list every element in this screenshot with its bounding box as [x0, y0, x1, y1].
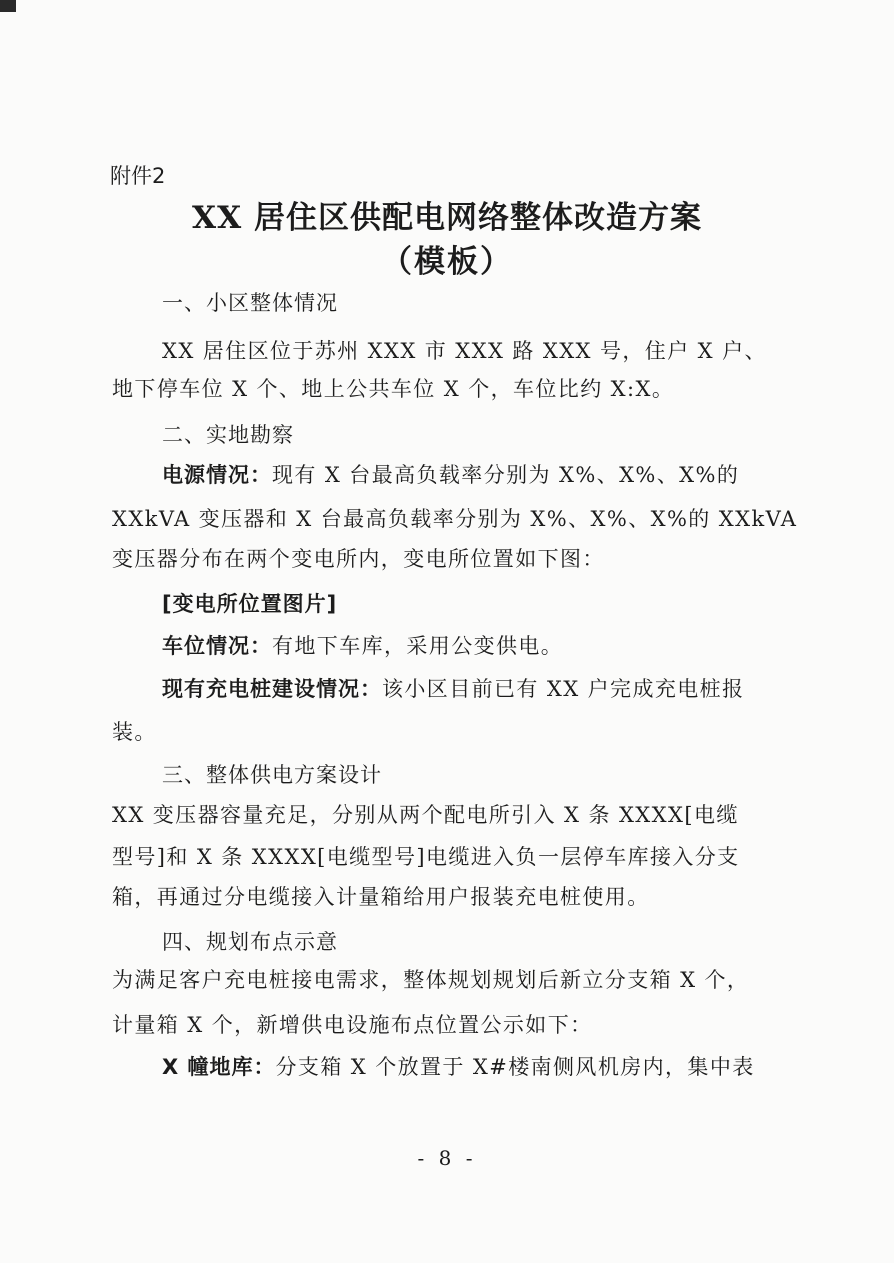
paragraph-line — [162, 631, 784, 661]
section-heading-design: 三、整体供电方案设计 — [162, 763, 382, 787]
parking-label: 车位情况： — [162, 634, 272, 658]
charging-text: 该小区目前已有 XX 户完成充电桩报 — [382, 677, 745, 701]
paragraph-line: 地下停车位 X 个、地上公共车位 X 个，车位比约 X:X。 — [112, 377, 675, 401]
document-subtitle: （模板） — [381, 244, 513, 280]
power-text: 现有 X 台最高负载率分别为 X%、X%、X%的 — [272, 463, 740, 487]
image-placeholder: [变电所位置图片] — [162, 592, 338, 616]
garage-label: X 幢地库： — [162, 1055, 276, 1079]
attachment-label: 附件2 — [110, 164, 166, 188]
paragraph-line: XX 变压器容量充足，分别从两个配电所引入 X 条 XXXX[电缆 — [112, 803, 739, 827]
paragraph-line — [162, 460, 784, 490]
garage-text: 分支箱 X 个放置于 X#楼南侧风机房内，集中表 — [275, 1055, 755, 1079]
paragraph-line: 型号]和 X 条 XXXX[电缆型号]电缆进入负一层停车库接入分支 — [112, 845, 740, 869]
parking-text: 有地下车库，采用公变供电。 — [272, 634, 564, 658]
paragraph-line: 为满足客户充电桩接电需求，整体规划规划后新立分支箱 X 个， — [112, 968, 750, 992]
section-heading-layout: 四、规划布点示意 — [162, 930, 338, 954]
paragraph-line — [162, 1052, 784, 1082]
scan-corner-mark — [0, 0, 16, 12]
paragraph-line: XX 居住区位于苏州 XXX 市 XXX 路 XXX 号，住户 X 户、 — [162, 339, 767, 363]
paragraph-line — [162, 674, 784, 704]
paragraph-line: 装。 — [112, 720, 157, 744]
section-heading-survey: 二、实地勘察 — [162, 423, 294, 447]
paragraph-line: 箱，再通过分电缆接入计量箱给用户报装充电桩使用。 — [112, 885, 650, 909]
charging-label: 现有充电桩建设情况： — [162, 677, 382, 701]
paragraph-line: 计量箱 X 个，新增供电设施布点位置公示如下： — [112, 1013, 593, 1037]
paragraph-line: XXkVA 变压器和 X 台最高负载率分别为 X%、X%、X%的 XXkVA — [112, 507, 798, 531]
power-label: 电源情况： — [162, 463, 272, 487]
page-number: - 8 - — [417, 1146, 477, 1170]
section-heading-overview: 一、小区整体情况 — [162, 291, 338, 315]
document-title: XX 居住区供配电网络整体改造方案 — [192, 200, 702, 236]
paragraph-line: 变压器分布在两个变电所内，变电所位置如下图： — [112, 547, 605, 571]
